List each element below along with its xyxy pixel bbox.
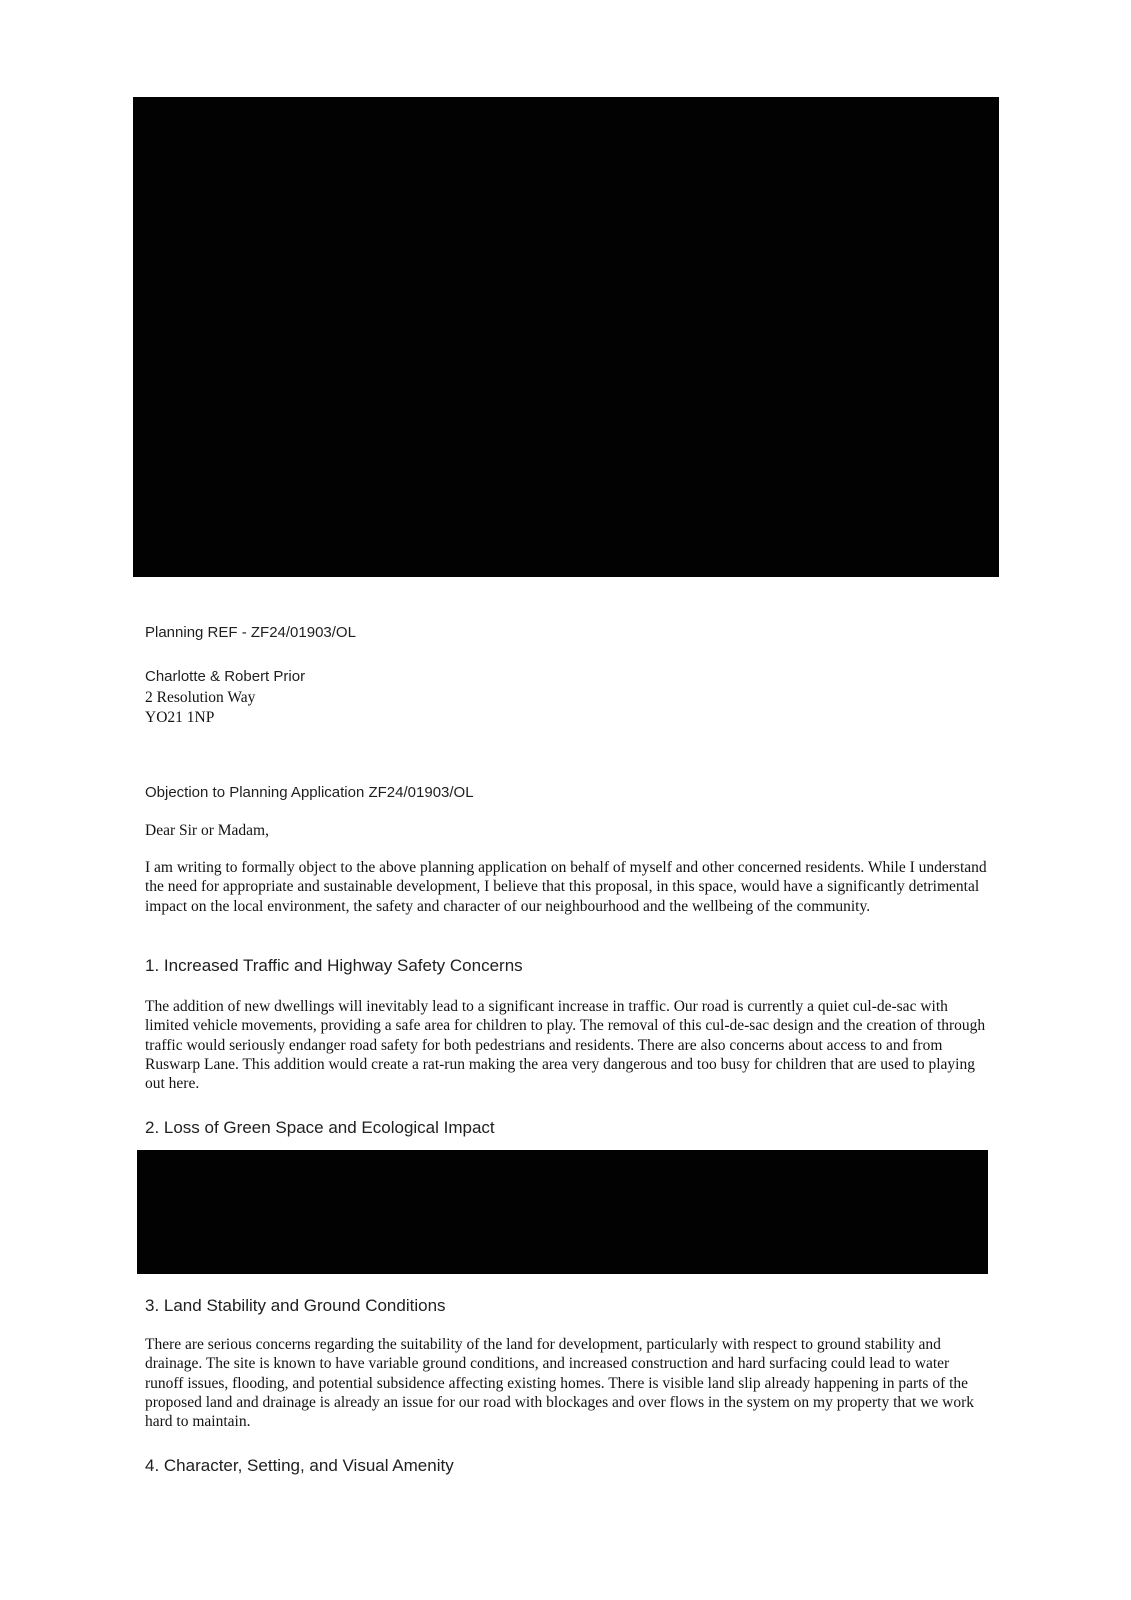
redacted-block-section-2 — [137, 1150, 988, 1274]
section-4-heading: 4. Character, Setting, and Visual Amenity — [145, 1456, 454, 1475]
section-3-body: There are serious concerns regarding the suitability of the land for development, particularly with respect to ground stability and drainage. The site is known to have variable ground conditions, and increased construction and hard surfacing could lead to water runoff issues, flooding, and potential subsidence affecting existing homes. There is visible land slip already happening in parts of the proposed land and drainage is already an issue for our road with blockages and over flows in the system on my property that we work hard to maintain. — [145, 1336, 975, 1431]
salutation: Dear Sir or Madam, — [145, 822, 269, 839]
section-1-body: The addition of new dwellings will inevitably lead to a significant increase in traffic. Our road is currently a quiet cul-de-sac with limited vehicle movements, providing a safe area for children to play. The removal of this cul-de-sac design and the creation of through traffic would seriously endanger road safety for both pedestrians and residents. There are also concerns about access to and from Ruswarp Lane. This addition would create a rat-run making the area very dangerous and too busy for children that are used to playing out here. — [145, 998, 986, 1093]
sender-address-line1: 2 Resolution Way — [145, 689, 256, 706]
redacted-block-top — [133, 97, 999, 577]
intro-paragraph: I am writing to formally object to the above planning application on behalf of myself and other concerned residents. While I understand the need for appropriate and sustainable development, I believe that this proposal, in this space, would have a significantly detrimental impact on the local environment, the safety and character of our neighbourhood and the wellbeing of the community. — [145, 859, 987, 915]
letter-subject: Objection to Planning Application ZF24/01903/OL — [145, 784, 474, 801]
planning-reference: Planning REF - ZF24/01903/OL — [145, 624, 356, 641]
section-3-heading: 3. Land Stability and Ground Conditions — [145, 1296, 446, 1315]
sender-address-line2: YO21 1NP — [145, 709, 215, 726]
sender-name: Charlotte & Robert Prior — [145, 668, 306, 685]
section-1-heading: 1. Increased Traffic and Highway Safety Concerns — [145, 956, 523, 975]
section-2-heading: 2. Loss of Green Space and Ecological Impact — [145, 1118, 495, 1137]
